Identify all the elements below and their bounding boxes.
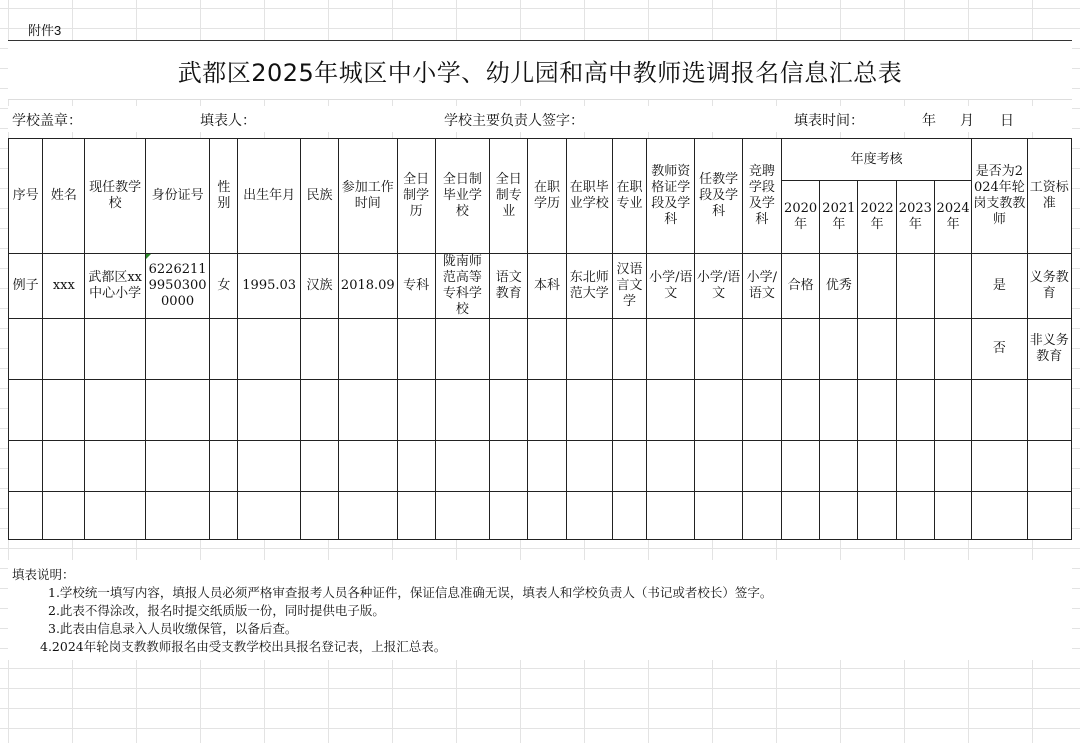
note-item-4: 4.2024年轮岗支教教师报名由受支教学校出具报名登记表，上报汇总表。 bbox=[40, 639, 447, 654]
cell-empty[interactable] bbox=[397, 319, 435, 380]
cell-empty[interactable] bbox=[1027, 441, 1071, 492]
cell-empty[interactable] bbox=[490, 380, 528, 441]
header-id-number: 身份证号 bbox=[145, 139, 209, 254]
cell-empty[interactable] bbox=[781, 380, 819, 441]
header-year-2022: 2022年 bbox=[858, 181, 896, 254]
cell-empty[interactable] bbox=[490, 492, 528, 540]
cell-empty[interactable] bbox=[566, 380, 612, 441]
cell-work-start[interactable]: 2018.09 bbox=[339, 254, 397, 319]
header-seq: 序号 bbox=[9, 139, 43, 254]
header-year-2020: 2020年 bbox=[781, 181, 819, 254]
header-birth: 出生年月 bbox=[238, 139, 300, 254]
header-current-school: 现任教学校 bbox=[85, 139, 145, 254]
header-year-2023: 2023年 bbox=[896, 181, 934, 254]
cell-empty[interactable] bbox=[435, 319, 489, 380]
header-cert: 教师资格证学段及学科 bbox=[647, 139, 695, 254]
cell-empty[interactable] bbox=[300, 441, 338, 492]
header-pt-degree: 在职学历 bbox=[528, 139, 566, 254]
table-row bbox=[9, 380, 1072, 441]
cell-empty[interactable] bbox=[300, 380, 338, 441]
cell-empty[interactable] bbox=[858, 319, 896, 380]
cell-empty[interactable] bbox=[9, 380, 43, 441]
cell-rotation[interactable]: 否 bbox=[972, 319, 1027, 380]
cell-empty[interactable] bbox=[695, 441, 742, 492]
cell-empty[interactable] bbox=[647, 380, 695, 441]
header-name: 姓名 bbox=[43, 139, 85, 254]
cell-pt-school[interactable]: 东北师范大学 bbox=[566, 254, 612, 319]
cell-review-2021[interactable]: 优秀 bbox=[820, 254, 858, 319]
cell-ft-school[interactable]: 陇南师范高等专科学校 bbox=[435, 254, 489, 319]
table-row bbox=[9, 441, 1072, 492]
cell-empty[interactable] bbox=[695, 492, 742, 540]
cell-empty[interactable] bbox=[647, 441, 695, 492]
cell-empty[interactable] bbox=[528, 492, 566, 540]
cell-ethnicity[interactable]: 汉族 bbox=[300, 254, 338, 319]
cell-empty[interactable] bbox=[339, 492, 397, 540]
cell-review-2022[interactable] bbox=[858, 254, 896, 319]
cell-empty[interactable] bbox=[85, 319, 145, 380]
cell-empty[interactable] bbox=[145, 492, 209, 540]
cell-current-school[interactable]: 武都区xx中心小学 bbox=[85, 254, 145, 319]
cell-empty[interactable] bbox=[397, 380, 435, 441]
filler-label: 填表人： bbox=[200, 113, 256, 129]
header-teaching: 任教学段及学科 bbox=[695, 139, 742, 254]
header-ft-school: 全日制毕业学校 bbox=[435, 139, 489, 254]
header-gender: 性别 bbox=[210, 139, 238, 254]
cell-empty[interactable] bbox=[934, 319, 971, 380]
cell-empty[interactable] bbox=[528, 441, 566, 492]
cell-empty[interactable] bbox=[435, 492, 489, 540]
cell-empty[interactable] bbox=[339, 319, 397, 380]
cell-empty[interactable] bbox=[43, 492, 85, 540]
header-pt-major: 在职专业 bbox=[612, 139, 646, 254]
cell-empty[interactable] bbox=[742, 492, 781, 540]
cell-empty[interactable] bbox=[210, 441, 238, 492]
cell-gender[interactable]: 女 bbox=[210, 254, 238, 319]
header-rotation: 是否为2024年轮岗支教教师 bbox=[972, 139, 1027, 254]
cell-empty[interactable] bbox=[528, 380, 566, 441]
cell-empty[interactable] bbox=[1027, 380, 1071, 441]
table-row bbox=[9, 319, 1072, 380]
cell-empty[interactable] bbox=[612, 319, 646, 380]
cell-salary[interactable]: 非义务教育 bbox=[1027, 319, 1071, 380]
principal-sign-label: 学校主要负责人签字： bbox=[444, 113, 584, 129]
cell-empty[interactable] bbox=[238, 319, 300, 380]
cell-empty[interactable] bbox=[858, 492, 896, 540]
fill-time-label: 填表时间： bbox=[794, 113, 864, 129]
cell-empty[interactable] bbox=[339, 441, 397, 492]
cell-empty[interactable] bbox=[972, 492, 1027, 540]
header-year-2021: 2021年 bbox=[820, 181, 858, 254]
cell-empty[interactable] bbox=[742, 441, 781, 492]
cell-empty[interactable] bbox=[781, 319, 819, 380]
header-year-2024: 2024年 bbox=[934, 181, 971, 254]
cell-empty[interactable] bbox=[490, 319, 528, 380]
cell-empty[interactable] bbox=[210, 492, 238, 540]
cell-empty[interactable] bbox=[43, 441, 85, 492]
cell-empty[interactable] bbox=[612, 380, 646, 441]
cell-empty[interactable] bbox=[9, 319, 43, 380]
cell-empty[interactable] bbox=[647, 492, 695, 540]
cell-ft-degree[interactable]: 专科 bbox=[397, 254, 435, 319]
note-item-3: 3.此表由信息录入人员收缴保管，以备后查。 bbox=[48, 621, 298, 636]
cell-ft-major[interactable]: 语文教育 bbox=[490, 254, 528, 319]
cell-empty[interactable] bbox=[742, 319, 781, 380]
cell-empty[interactable] bbox=[781, 492, 819, 540]
cell-empty[interactable] bbox=[612, 492, 646, 540]
cell-empty[interactable] bbox=[695, 380, 742, 441]
cell-pt-degree[interactable]: 本科 bbox=[528, 254, 566, 319]
cell-rotation[interactable]: 是 bbox=[972, 254, 1027, 319]
cell-empty[interactable] bbox=[934, 492, 971, 540]
header-ft-major: 全日制专业 bbox=[490, 139, 528, 254]
header-work-start: 参加工作时间 bbox=[339, 139, 397, 254]
cell-empty[interactable] bbox=[210, 319, 238, 380]
note-item-2: 2.此表不得涂改，报名时提交纸质版一份，同时提供电子版。 bbox=[48, 603, 385, 618]
cell-compete[interactable]: 小学/语文 bbox=[742, 254, 781, 319]
cell-empty[interactable] bbox=[934, 380, 971, 441]
cell-empty[interactable] bbox=[300, 319, 338, 380]
cell-empty[interactable] bbox=[145, 380, 209, 441]
cell-empty[interactable] bbox=[9, 441, 43, 492]
cell-empty[interactable] bbox=[612, 441, 646, 492]
cell-empty[interactable] bbox=[85, 380, 145, 441]
year-label: 年 bbox=[922, 113, 936, 129]
cell-empty[interactable] bbox=[566, 319, 612, 380]
cell-pt-major[interactable]: 汉语言文学 bbox=[612, 254, 646, 319]
header-ethnicity: 民族 bbox=[300, 139, 338, 254]
cell-salary[interactable]: 义务教育 bbox=[1027, 254, 1071, 319]
header-salary: 工资标准 bbox=[1027, 139, 1071, 254]
cell-empty[interactable] bbox=[85, 441, 145, 492]
cell-empty[interactable] bbox=[435, 380, 489, 441]
header-compete: 竞聘学段及学科 bbox=[742, 139, 781, 254]
cell-empty[interactable] bbox=[781, 441, 819, 492]
cell-empty[interactable] bbox=[9, 492, 43, 540]
cell-empty[interactable] bbox=[238, 492, 300, 540]
cell-empty[interactable] bbox=[210, 380, 238, 441]
cell-empty[interactable] bbox=[145, 319, 209, 380]
cell-empty[interactable] bbox=[238, 441, 300, 492]
annex-label: 附件3 bbox=[28, 23, 62, 38]
cell-empty[interactable] bbox=[742, 380, 781, 441]
cell-empty[interactable] bbox=[896, 380, 934, 441]
school-seal-label: 学校盖章： bbox=[12, 113, 82, 129]
cell-id-number[interactable] bbox=[145, 254, 209, 319]
cell-empty[interactable] bbox=[820, 441, 858, 492]
header-ft-degree: 全日制学历 bbox=[397, 139, 435, 254]
meta-row bbox=[8, 106, 1072, 132]
cell-empty[interactable] bbox=[300, 492, 338, 540]
cell-empty[interactable] bbox=[858, 380, 896, 441]
notes-heading: 填表说明： bbox=[12, 567, 75, 582]
cell-birth[interactable]: 1995.03 bbox=[238, 254, 300, 319]
cell-empty[interactable] bbox=[528, 319, 566, 380]
cell-empty[interactable] bbox=[820, 380, 858, 441]
cell-empty[interactable] bbox=[238, 380, 300, 441]
cell-review-2020[interactable]: 合格 bbox=[781, 254, 819, 319]
cell-empty[interactable] bbox=[566, 441, 612, 492]
table-row bbox=[9, 254, 1072, 319]
cell-empty[interactable] bbox=[397, 441, 435, 492]
cell-empty[interactable] bbox=[820, 492, 858, 540]
cell-empty[interactable] bbox=[934, 441, 971, 492]
cell-empty[interactable] bbox=[820, 319, 858, 380]
cell-empty[interactable] bbox=[972, 441, 1027, 492]
cell-cert[interactable]: 小学/语文 bbox=[647, 254, 695, 319]
cell-teaching[interactable]: 小学/语文 bbox=[695, 254, 742, 319]
registration-table bbox=[8, 138, 1072, 540]
page-title: 武都区2025年城区中小学、幼儿园和高中教师选调报名信息汇总表 bbox=[177, 58, 903, 87]
cell-empty[interactable] bbox=[566, 492, 612, 540]
cell-id-number-text: 622621199503000000 bbox=[148, 262, 207, 309]
cell-empty[interactable] bbox=[397, 492, 435, 540]
cell-empty[interactable] bbox=[647, 319, 695, 380]
header-annual-review: 年度考核 bbox=[781, 139, 971, 181]
cell-seq[interactable]: 例子 bbox=[9, 254, 43, 319]
cell-name[interactable]: xxx bbox=[43, 254, 85, 319]
cell-empty[interactable] bbox=[896, 441, 934, 492]
cell-review-2023[interactable] bbox=[896, 254, 934, 319]
cell-empty[interactable] bbox=[972, 380, 1027, 441]
cell-review-2024[interactable] bbox=[934, 254, 971, 319]
cell-empty[interactable] bbox=[43, 319, 85, 380]
cell-empty[interactable] bbox=[695, 319, 742, 380]
header-pt-school: 在职毕业学校 bbox=[566, 139, 612, 254]
cell-empty[interactable] bbox=[858, 441, 896, 492]
cell-empty[interactable] bbox=[435, 441, 489, 492]
cell-empty[interactable] bbox=[896, 492, 934, 540]
cell-empty[interactable] bbox=[339, 380, 397, 441]
month-label: 月 bbox=[960, 113, 974, 129]
cell-empty[interactable] bbox=[145, 441, 209, 492]
day-label: 日 bbox=[1000, 113, 1014, 129]
note-item-1: 1.学校统一填写内容，填报人员必须严格审查报考人员各种证件，保证信息准确无误，填表人和学校负责人（书记或者校长）签字。 bbox=[48, 585, 773, 600]
cell-empty[interactable] bbox=[490, 441, 528, 492]
cell-empty[interactable] bbox=[1027, 492, 1071, 540]
title-bar bbox=[8, 40, 1072, 100]
table-row bbox=[9, 492, 1072, 540]
notes-section bbox=[8, 560, 1072, 660]
cell-empty[interactable] bbox=[85, 492, 145, 540]
cell-empty[interactable] bbox=[43, 380, 85, 441]
comment-marker-icon bbox=[146, 254, 151, 259]
cell-empty[interactable] bbox=[896, 319, 934, 380]
